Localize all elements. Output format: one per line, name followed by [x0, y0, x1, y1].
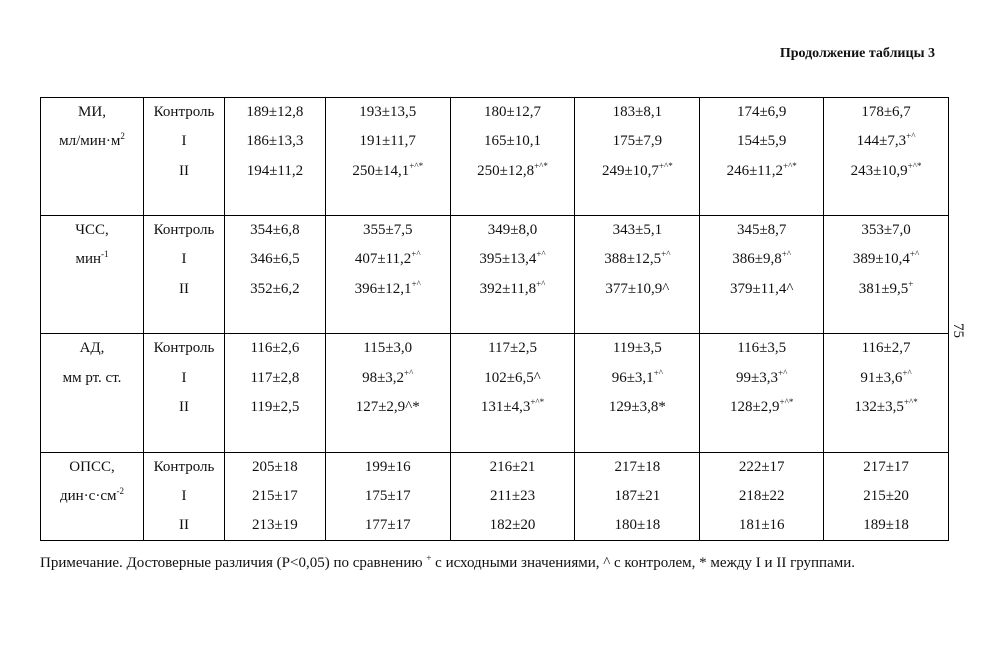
- significance-mark: +: [908, 278, 914, 289]
- significance-mark: +^*: [783, 160, 797, 171]
- value-text: 116±3,5: [737, 340, 787, 357]
- value-line: [451, 157, 575, 186]
- group-label: Контроль: [153, 222, 215, 239]
- value-text: 117±2,8: [250, 369, 300, 386]
- value-text: 215±20: [863, 487, 909, 504]
- value-line: [225, 216, 325, 245]
- spacer: [824, 186, 948, 215]
- value-line: [225, 98, 325, 127]
- value-line: [824, 364, 948, 393]
- table-caption: Продолжение таблицы 3: [779, 46, 935, 61]
- value-text: 353±7,0: [861, 222, 911, 239]
- value-cell: [325, 334, 450, 452]
- parameter-unit: [41, 245, 143, 274]
- value-line: [225, 275, 325, 304]
- value-cell: [325, 452, 450, 541]
- value-line: [225, 393, 325, 422]
- value-cell: [325, 216, 450, 334]
- value-line: [824, 157, 948, 186]
- value-cell: [700, 98, 824, 216]
- spacer: [225, 422, 325, 451]
- value-line: [451, 511, 575, 540]
- value-line: [225, 127, 325, 156]
- value-text: 128±2,9: [730, 398, 780, 415]
- value-text: 345±8,7: [736, 222, 787, 239]
- spacer: [326, 186, 450, 215]
- parameter-unit-exponent: -1: [101, 249, 109, 260]
- value-text: 144±7,3: [856, 133, 907, 150]
- value-line: [824, 334, 948, 363]
- value-line: [326, 393, 450, 422]
- table-row: [41, 452, 949, 541]
- value-line: [575, 98, 699, 127]
- spacer: [575, 186, 699, 215]
- value-line: [326, 275, 450, 304]
- value-line: [451, 482, 575, 511]
- value-text: 389±10,4: [852, 251, 910, 268]
- table-row: [41, 98, 949, 216]
- spacer: [575, 304, 699, 333]
- group-cell: [144, 452, 225, 541]
- value-text: 217±18: [614, 458, 661, 475]
- value-line: [225, 157, 325, 186]
- value-line: [326, 98, 450, 127]
- spacer: [225, 186, 325, 215]
- value-line: [451, 216, 575, 245]
- value-text: 381±9,5: [858, 280, 909, 297]
- spacer: [451, 422, 575, 451]
- group-label: II: [179, 162, 189, 179]
- value-line: [700, 216, 823, 245]
- value-text: 388±12,5: [604, 251, 662, 268]
- value-line: [451, 364, 575, 393]
- value-text: 189±12,8: [246, 104, 304, 120]
- parameter-name: ЧСС,: [75, 222, 109, 239]
- value-text: 396±12,1: [354, 280, 412, 297]
- value-text: 222±17: [738, 458, 785, 475]
- value-line: [824, 393, 948, 422]
- value-line: [326, 364, 450, 393]
- value-line: [575, 453, 699, 482]
- spacer: [700, 186, 823, 215]
- value-line: [824, 482, 948, 511]
- value-text: 98±3,2: [362, 369, 405, 386]
- value-line: [326, 127, 450, 156]
- value-cell: [575, 216, 700, 334]
- note-text: Примечание. Достоверные различия (Р<0,05) по сравнению: [40, 555, 427, 571]
- significance-mark: +^*: [907, 160, 922, 171]
- significance-mark: +^: [536, 278, 546, 289]
- value-text: 175±7,9: [612, 133, 663, 150]
- value-cell: [575, 452, 700, 541]
- group-label: I: [181, 251, 187, 268]
- value-text: 182±20: [489, 517, 536, 534]
- value-line: [824, 453, 948, 482]
- value-text: 193±13,5: [359, 104, 417, 120]
- value-line: [326, 216, 450, 245]
- value-line: [824, 216, 948, 245]
- value-text: 199±16: [364, 458, 411, 475]
- value-text: 102±6,5^: [484, 369, 541, 386]
- value-cell: [700, 452, 824, 541]
- value-line: [700, 334, 823, 363]
- spacer: [225, 304, 325, 333]
- significance-mark: +^*: [779, 396, 794, 407]
- value-line: [575, 275, 699, 304]
- results-table: [40, 97, 949, 541]
- value-text: 181±16: [738, 517, 785, 534]
- value-text: 205±18: [252, 458, 298, 475]
- value-text: 343±5,1: [612, 222, 663, 239]
- significance-mark: +^: [404, 367, 414, 378]
- parameter-cell: [41, 452, 144, 541]
- value-text: 187±21: [614, 487, 661, 504]
- value-text: 189±18: [863, 517, 909, 534]
- value-cell: [225, 334, 326, 452]
- value-line: [575, 364, 699, 393]
- value-line: [824, 98, 948, 127]
- parameter-cell: [41, 334, 144, 452]
- value-line: [326, 245, 450, 274]
- page-number: 75: [950, 323, 966, 338]
- significance-mark: +^: [653, 367, 663, 378]
- value-text: 349±8,0: [487, 222, 538, 239]
- value-text: 132±3,5: [854, 398, 904, 415]
- value-line: [451, 275, 575, 304]
- parameter-unit-text: мм рт. ст.: [62, 369, 122, 386]
- value-cell: [700, 334, 824, 452]
- value-text: 217±17: [863, 458, 909, 475]
- spacer: [824, 304, 948, 333]
- value-line: [700, 482, 823, 511]
- significance-mark: +^*: [530, 396, 545, 407]
- parameter-unit-text: мин: [75, 251, 102, 268]
- value-text: 215±17: [252, 487, 298, 504]
- table-note: [40, 548, 950, 578]
- value-line: [700, 364, 823, 393]
- value-text: 175±17: [364, 487, 411, 504]
- value-line: [225, 511, 325, 540]
- parameter-cell: [41, 216, 144, 334]
- parameter-name: ОПСС,: [69, 458, 115, 475]
- spacer: [326, 422, 450, 451]
- significance-mark: +^*: [409, 160, 424, 171]
- value-cell: [575, 98, 700, 216]
- value-line: [225, 453, 325, 482]
- value-text: 213±19: [252, 517, 298, 534]
- value-line: [451, 453, 575, 482]
- value-line: [575, 393, 699, 422]
- value-cell: [325, 98, 450, 216]
- significance-mark: +^: [781, 249, 792, 260]
- significance-mark: +^: [411, 278, 421, 289]
- parameter-unit-text: дин·с·см: [60, 487, 117, 504]
- value-line: [225, 334, 325, 363]
- value-text: 177±17: [364, 517, 411, 534]
- group-cell: [144, 98, 225, 216]
- value-line: [326, 157, 450, 186]
- group-label: Контроль: [153, 458, 215, 475]
- value-text: 250±12,8: [477, 162, 535, 179]
- value-text: 216±21: [489, 458, 536, 475]
- group-label: II: [179, 517, 189, 534]
- value-cell: [450, 216, 575, 334]
- value-line: [824, 275, 948, 304]
- value-line: [700, 453, 823, 482]
- value-line: [326, 482, 450, 511]
- group-cell: [144, 216, 225, 334]
- value-line: [700, 275, 823, 304]
- value-line: [824, 245, 948, 274]
- value-cell: [450, 334, 575, 452]
- value-line: [824, 511, 948, 540]
- significance-mark: +^*: [658, 160, 673, 171]
- value-line: [225, 482, 325, 511]
- significance-mark: +^: [778, 367, 788, 378]
- parameter-unit-exponent: 2: [120, 131, 125, 142]
- value-cell: [450, 452, 575, 541]
- parameter-unit: [41, 482, 143, 511]
- group-label: Контроль: [153, 340, 215, 357]
- parameter-unit-exponent: -2: [116, 485, 124, 496]
- value-line: [326, 453, 450, 482]
- value-text: 115±3,0: [363, 340, 413, 357]
- value-text: 165±10,1: [484, 133, 542, 150]
- value-line: [824, 127, 948, 156]
- value-line: [326, 511, 450, 540]
- value-text: 407±11,2: [354, 251, 412, 268]
- significance-mark: +^: [906, 131, 916, 142]
- value-text: 218±22: [738, 487, 785, 504]
- value-line: [451, 245, 575, 274]
- value-cell: [824, 452, 949, 541]
- value-line: [575, 127, 699, 156]
- table-row: [41, 334, 949, 452]
- spacer: [451, 186, 575, 215]
- note-plus-mark: +: [426, 553, 432, 563]
- value-text: 91±3,6: [860, 369, 903, 386]
- value-line: [451, 127, 575, 156]
- value-text: 377±10,9^: [605, 280, 670, 297]
- value-text: 178±6,7: [861, 104, 911, 120]
- value-cell: [225, 216, 326, 334]
- spacer: [824, 422, 948, 451]
- significance-mark: +^*: [534, 160, 548, 171]
- spacer: [451, 304, 575, 333]
- value-text: 116±2,7: [861, 340, 911, 357]
- value-text: 180±12,7: [484, 104, 542, 120]
- group-label: II: [179, 398, 189, 415]
- value-text: 119±3,5: [612, 340, 662, 357]
- value-text: 183±8,1: [612, 104, 663, 120]
- value-text: 379±11,4^: [729, 280, 794, 297]
- value-text: 243±10,9: [850, 162, 908, 179]
- value-text: 352±6,2: [250, 280, 300, 297]
- parameter-cell: [41, 98, 144, 216]
- value-text: 154±5,9: [736, 133, 787, 150]
- value-text: 174±6,9: [736, 104, 787, 120]
- value-cell: [824, 216, 949, 334]
- group-label: I: [181, 369, 187, 386]
- parameter-unit: [41, 127, 143, 156]
- parameter-unit-text: мл/мин·м: [59, 133, 121, 150]
- value-text: 119±2,5: [250, 398, 300, 415]
- value-line: [700, 157, 823, 186]
- value-line: [700, 393, 823, 422]
- table-row: [41, 216, 949, 334]
- value-text: 249±10,7: [601, 162, 659, 179]
- note-text-rest: с исходными значениями, ^ с контролем, * между I и II группами.: [431, 555, 856, 571]
- value-text: 194±11,2: [246, 162, 304, 179]
- value-text: 117±2,5: [488, 340, 537, 357]
- value-line: [575, 511, 699, 540]
- value-text: 211±23: [489, 487, 536, 504]
- value-line: [700, 245, 823, 274]
- value-line: [575, 245, 699, 274]
- value-text: 346±6,5: [250, 251, 300, 268]
- value-text: 127±2,9^*: [355, 398, 420, 415]
- value-cell: [225, 452, 326, 541]
- significance-mark: +^: [902, 367, 912, 378]
- value-text: 186±13,3: [246, 133, 304, 150]
- value-line: [700, 98, 823, 127]
- value-cell: [824, 334, 949, 452]
- value-text: 131±4,3: [480, 398, 531, 415]
- value-text: 354±6,8: [250, 222, 300, 239]
- value-line: [451, 334, 575, 363]
- parameter-name: АД,: [79, 340, 105, 357]
- significance-mark: +^: [661, 249, 671, 260]
- group-cell: [144, 334, 225, 452]
- value-line: [575, 482, 699, 511]
- value-line: [451, 393, 575, 422]
- value-line: [700, 511, 823, 540]
- value-line: [575, 157, 699, 186]
- value-text: 250±14,1: [352, 162, 410, 179]
- group-label: Контроль: [153, 104, 215, 120]
- spacer: [326, 304, 450, 333]
- value-cell: [225, 98, 326, 216]
- value-text: 392±11,8: [479, 280, 537, 297]
- group-label: II: [179, 280, 189, 297]
- group-label: I: [181, 487, 187, 504]
- value-text: 355±7,5: [362, 222, 413, 239]
- value-line: [225, 364, 325, 393]
- value-text: 386±9,8: [732, 251, 782, 268]
- group-label: I: [181, 133, 187, 150]
- value-text: 99±3,3: [736, 369, 779, 386]
- value-text: 191±11,7: [359, 133, 416, 150]
- value-cell: [700, 216, 824, 334]
- spacer: [575, 422, 699, 451]
- parameter-name: МИ,: [78, 104, 106, 120]
- significance-mark: +^: [411, 249, 421, 260]
- value-text: 96±3,1: [611, 369, 654, 386]
- parameter-unit: [41, 364, 143, 393]
- value-cell: [824, 98, 949, 216]
- value-cell: [575, 334, 700, 452]
- spacer: [700, 304, 823, 333]
- spacer: [700, 422, 823, 451]
- value-text: 116±2,6: [250, 340, 300, 357]
- significance-mark: +^: [536, 249, 546, 260]
- value-line: [575, 216, 699, 245]
- value-line: [451, 98, 575, 127]
- significance-mark: +^*: [903, 396, 918, 407]
- value-text: 395±13,4: [479, 251, 537, 268]
- value-text: 246±11,2: [726, 162, 783, 179]
- significance-mark: +^: [909, 249, 920, 260]
- value-line: [326, 334, 450, 363]
- value-text: 129±3,8*: [608, 398, 666, 415]
- value-text: 180±18: [614, 517, 661, 534]
- value-line: [225, 245, 325, 274]
- value-line: [575, 334, 699, 363]
- value-line: [700, 127, 823, 156]
- value-cell: [450, 98, 575, 216]
